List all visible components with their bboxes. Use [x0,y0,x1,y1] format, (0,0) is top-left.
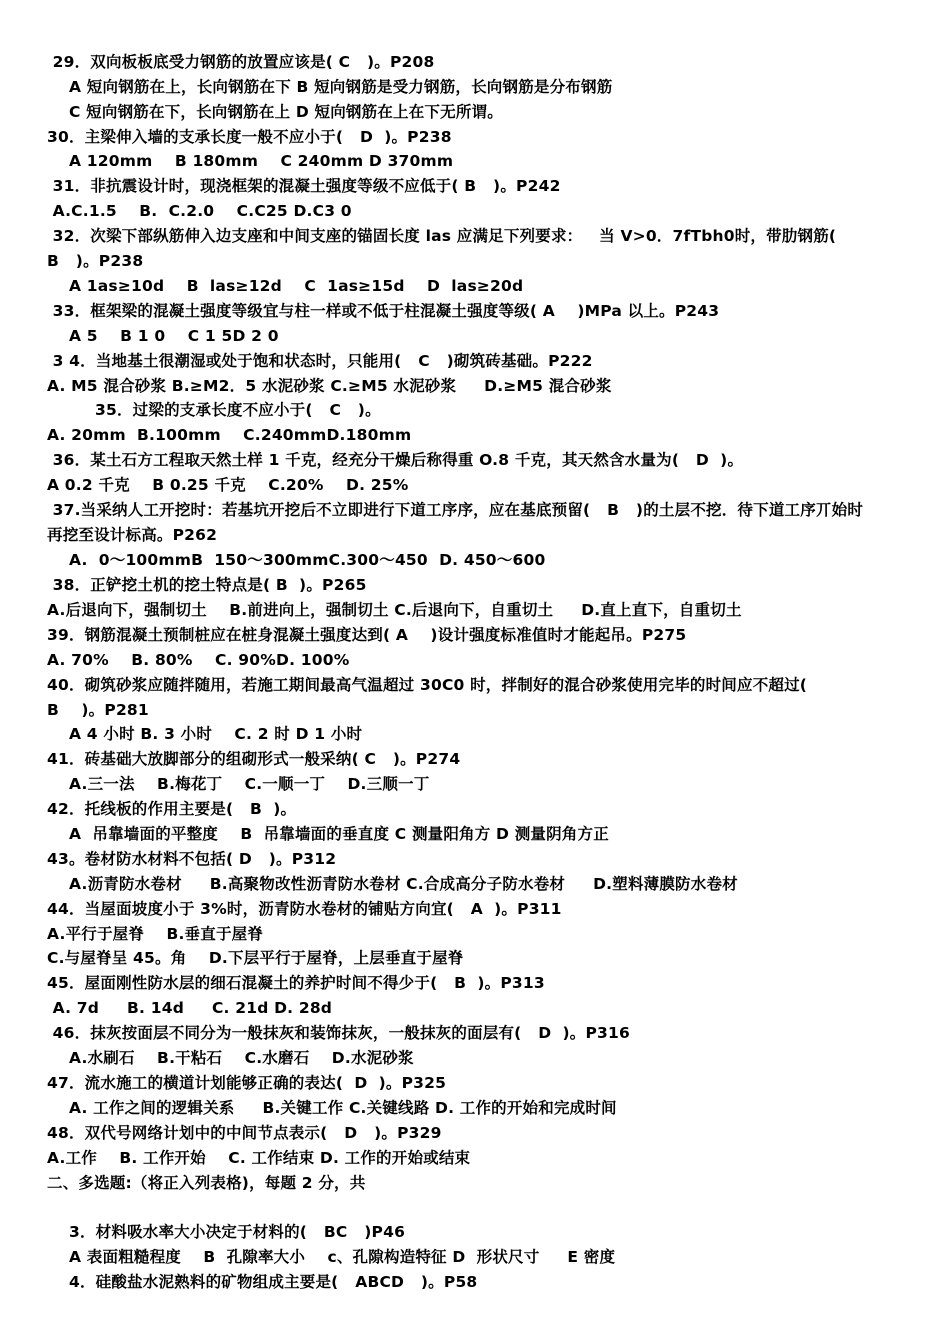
q34-question: 3 4．当地基土很潮湿或处于饱和状态时，只能用( C )砌筑砖基础。P222 [47,352,593,370]
q46-options: A.水刷石 B.干粘石 C.水磨石 D.水泥砂浆 [69,1049,414,1067]
q44-options-cd: C.与屋脊呈 45。角 D.下层平行于屋脊，上层垂直于屋脊 [47,949,464,967]
q40-question-cont: B )。P281 [47,701,149,719]
q30-options: A 120mm B 180mm C 240mm D 370mm [69,152,454,170]
q32-question: 32．次梁下部纵筋伸入边支座和中间支座的锚固长度 las 应满足下列要求： 当 V>0．7fTbh0时，带肋钢筋( [47,227,837,245]
m3-options: A 表面粗糙程度 B 孔隙率大小 c、孔隙构造特征 D 形状尺寸 E 密度 [69,1248,616,1266]
q37-question: 37.当采纳人工开挖时：若基坑开挖后不立即进行下道工序序，应在基底预留( B )的土层不挖．待下道工序丌始时 [47,501,864,519]
q37-question-cont: 再挖至设计标高。P262 [47,526,218,544]
q31-question: 31．非抗震设计时，现浇框架的混凝土强度等级不应低于( B )。P242 [47,177,561,195]
q35-question: 35．过梁的支承长度不应小于( C )。 [95,401,381,419]
m3-question: 3．材料吸水率大小决定于材料的( BC )P46 [69,1223,406,1241]
q40-options: A 4 小时 B. 3 小时 C. 2 时 D 1 小时 [69,725,363,743]
m4-question: 4．硅酸盐水泥熟料的矿物组成主要是( ABCD )。P58 [69,1273,478,1291]
q42-question: 42．托线板的作用主要是( B )。 [47,800,297,818]
q42-options: A 吊靠墙面的平整度 B 吊靠墙面的垂直度 C 测量阳角方 D 测量阴角方正 [69,825,609,843]
q38-options: A.后退向下，强制切土 B.前进向上，强制切土 C.后退向下，自重切土 D.直上直下，自重切土 [47,601,742,619]
q45-question: 45．屋面刚性防水层的细石混凝土的养护时间不得少于( B )。P313 [47,974,545,992]
q47-question: 47．流水施工的横道计划能够正确的表达( D )。P325 [47,1074,447,1092]
q40-question: 40．砌筑砂浆应随拌随用，若施工期间最高气温超过 30C0 时，拌制好的混合砂浆使用完毕的时间应不超过( [47,676,808,694]
q36-options: A 0.2 千克 B 0.25 千克 C.20% D. 25% [47,476,409,494]
section-heading-multiple-choice: 二、多选题:（将正入列表格)，每题 2 分，共 [47,1174,366,1192]
q32-options: A 1as≥10d B las≥12d C 1as≥15d D las≥20d [69,277,524,295]
q29-options-cd: C 短向钢筋在下，长向钢筋在上 D 短向钢筋在上在下无所谓。 [69,103,503,121]
q39-options: A. 70% B. 80% C. 90%D. 100% [47,651,350,669]
q47-options: A. 工作之间的逻辑关系 B.关键工作 C.关键线路 D. 工作的开始和完成时间 [69,1099,617,1117]
q48-options: A.工作 B. 工作开始 C. 工作结束 D. 工作的开始或结束 [47,1149,471,1167]
q46-question: 46．抹灰按面层不同分为一般抹灰和装饰抹灰，一般抹灰的面层有( D )。P316 [47,1024,630,1042]
q45-options: A. 7d B. 14d C. 21d D. 28d [47,999,333,1017]
q29-options-ab: A 短向钢筋在上，长向钢筋在下 B 短向钢筋是受力钢筋，长向钢筋是分布钢筋 [69,78,613,96]
q44-options-ab: A.平行于屋脊 B.垂直于屋脊 [47,925,264,943]
q32-question-cont: B )。P238 [47,252,144,270]
q44-question: 44．当屋面坡度小于 3%时，沥青防水卷材的铺贴方向宜( A )。P311 [47,900,562,918]
q39-question: 39．钢筋混凝土预制桩应在桩身混凝土强度达到( A )设计强度标准值时才能起吊。P275 [47,626,687,644]
q34-options: A. M5 混合砂浆 B.≥M2．5 水泥砂浆 C.≥M5 水泥砂浆 D.≥M5 混合砂浆 [47,377,612,395]
q43-question: 43。卷材防水材料不包括( D )。P312 [47,850,337,868]
q37-options: A. 0～100mmB 150～300mmC.300～450 D. 450～600 [69,551,546,569]
q41-options: A.三一法 B.梅花丁 C.一顺一丁 D.三顺一丁 [69,775,430,793]
q38-question: 38．正铲挖土机的挖土特点是( B )。P265 [47,576,367,594]
q31-options: A.C.1.5 B. C.2.0 C.C25 D.C3 0 [47,202,352,220]
q33-question: 33．框架梁的混凝土强度等级宜与柱一样或不低于柱混凝土强度等级( A )MPa 以上。P243 [47,302,720,320]
q41-question: 41．砖基础大放脚部分的组砌形式一般采纳( C )。P274 [47,750,461,768]
q30-question: 30．主梁伸入墙的支承长度一般不应小于( D )。P238 [47,128,452,146]
q33-options: A 5 B 1 0 C 1 5D 2 0 [69,327,279,345]
q35-options: A. 20mm B.100mm C.240mmD.180mm [47,426,412,444]
q43-options: A.沥青防水卷材 B.高聚物改性沥青防水卷材 C.合成高分子防水卷材 D.塑料薄膜防水卷材 [69,875,738,893]
q48-question: 48．双代号网络计划中的中间节点表示( D )。P329 [47,1124,442,1142]
q36-question: 36．某土石方工程取天然土样 1 千克，经充分干燥后称得重 O.8 千克，其天然含水量为( D )。 [47,451,744,469]
q29-question: 29．双向板板底受力钢筋的放置应该是( C )。P208 [47,53,435,71]
